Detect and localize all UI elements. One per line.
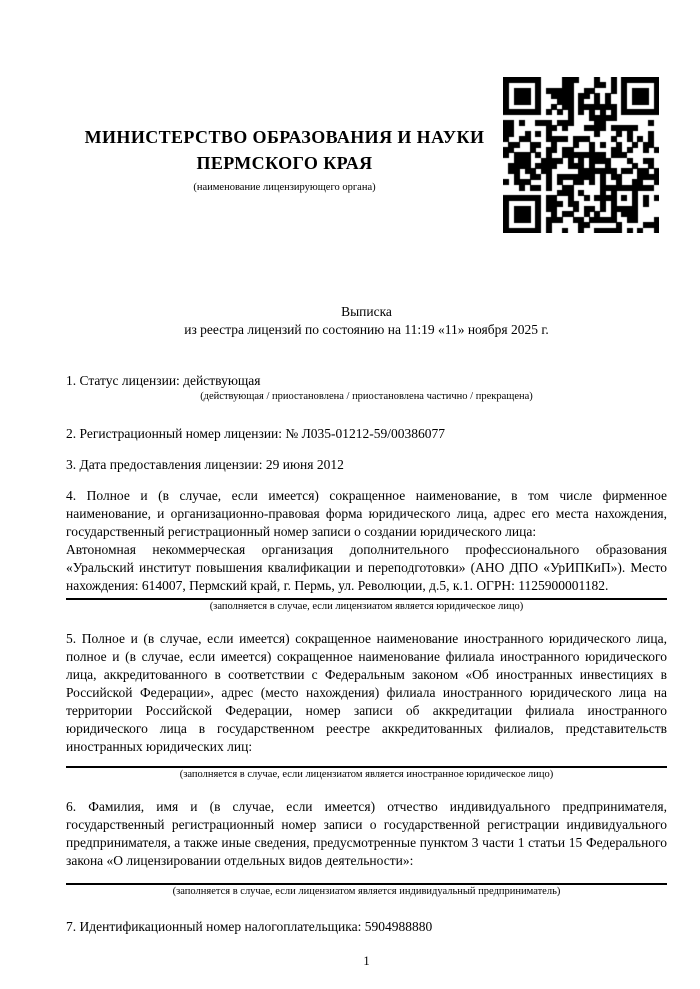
ministry-caption: (наименование лицензирующего органа) <box>193 182 376 193</box>
legal-entity-section <box>66 487 667 614</box>
document-title-line1: Выписка <box>341 304 392 319</box>
individual-entrepreneur-caption: (заполняется в случае, если лицензиатом является индивидуальный предприниматель) <box>172 886 561 897</box>
document-body <box>0 303 700 969</box>
document-header <box>0 0 700 237</box>
license-status-caption: (действующая / приостановлена / приостановлена частично / прекращена) <box>200 391 533 402</box>
legal-entity-heading: 4. Полное и (в случае, если имеется) сокращенное наименование, в том числе фирменное наименование, и организационно-правовая форма юридического лица, адрес его места нахождения, государственный регистрационный номер записи о создании юридического лица: <box>66 488 667 539</box>
document-title <box>66 303 667 339</box>
foreign-entity-caption: (заполняется в случае, если лицензиатом является иностранное юридическое лицо) <box>179 769 554 780</box>
ministry-name-line1: МИНИСТЕРСТВО ОБРАЗОВАНИЯ И НАУКИ <box>84 127 485 147</box>
legal-entity-value: Автономная некоммерческая организация дополнительного профессионального образования «Уральский институт повышения квалификации и переподготовки» (АНО ДПО «УрИПКиП»). Место нахождения: 614007, Пермский край, г. Пермь, ул. Революции, д.5, к.1. ОГРН: 1125900001182. <box>66 542 667 593</box>
license-reg-number: 2. Регистрационный номер лицензии: № Л035-01212-59/00386077 <box>66 426 446 441</box>
foreign-entity-heading: 5. Полное и (в случае, если имеется) сокращенное наименование иностранного юридического лица, полное и (в случае, если имеется) сокращенное наименование филиала иностранного юридического лица, аккредитованного в соответствии с Федеральным законом «Об иностранных инвестициях в Российской Федерации», адрес (место нахождения) филиала иностранного юридического лица на территории Российской Федерации, номер записи об аккредитации филиала иностранного юридического лица в государственном реестре аккредитованных филиалов, представительств иностранных юридических лиц: <box>66 631 667 754</box>
ministry-name <box>66 124 503 176</box>
license-status: 1. Статус лицензии: действующая <box>66 373 261 388</box>
license-grant-date: 3. Дата предоставления лицензии: 29 июня 2012 <box>66 457 344 472</box>
document-title-line2: из реестра лицензий по состоянию на 11:19 «11» ноября 2025 г. <box>184 322 549 337</box>
taxpayer-inn: 7. Идентификационный номер налогоплательщика: 5904988880 <box>66 919 433 934</box>
legal-entity-caption: (заполняется в случае, если лицензиатом является юридическое лицо) <box>209 601 524 612</box>
ministry-header <box>66 124 503 195</box>
foreign-entity-section <box>66 630 667 782</box>
qr-code-icon <box>503 77 659 233</box>
individual-entrepreneur-heading: 6. Фамилия, имя и (в случае, если имеется) отчество индивидуального предпринимателя, государственный регистрационный номер записи о государственной регистрации индивидуального предпринимателя, а также иные сведения, предусмотренные пунктом 3 части 1 статьи 15 Федерального закона «О лицензировании отдельных видов деятельности»: <box>66 799 667 868</box>
individual-entrepreneur-section <box>66 798 667 899</box>
page-number: 1 <box>363 954 370 968</box>
ministry-name-line2: ПЕРМСКОГО КРАЯ <box>196 153 373 173</box>
